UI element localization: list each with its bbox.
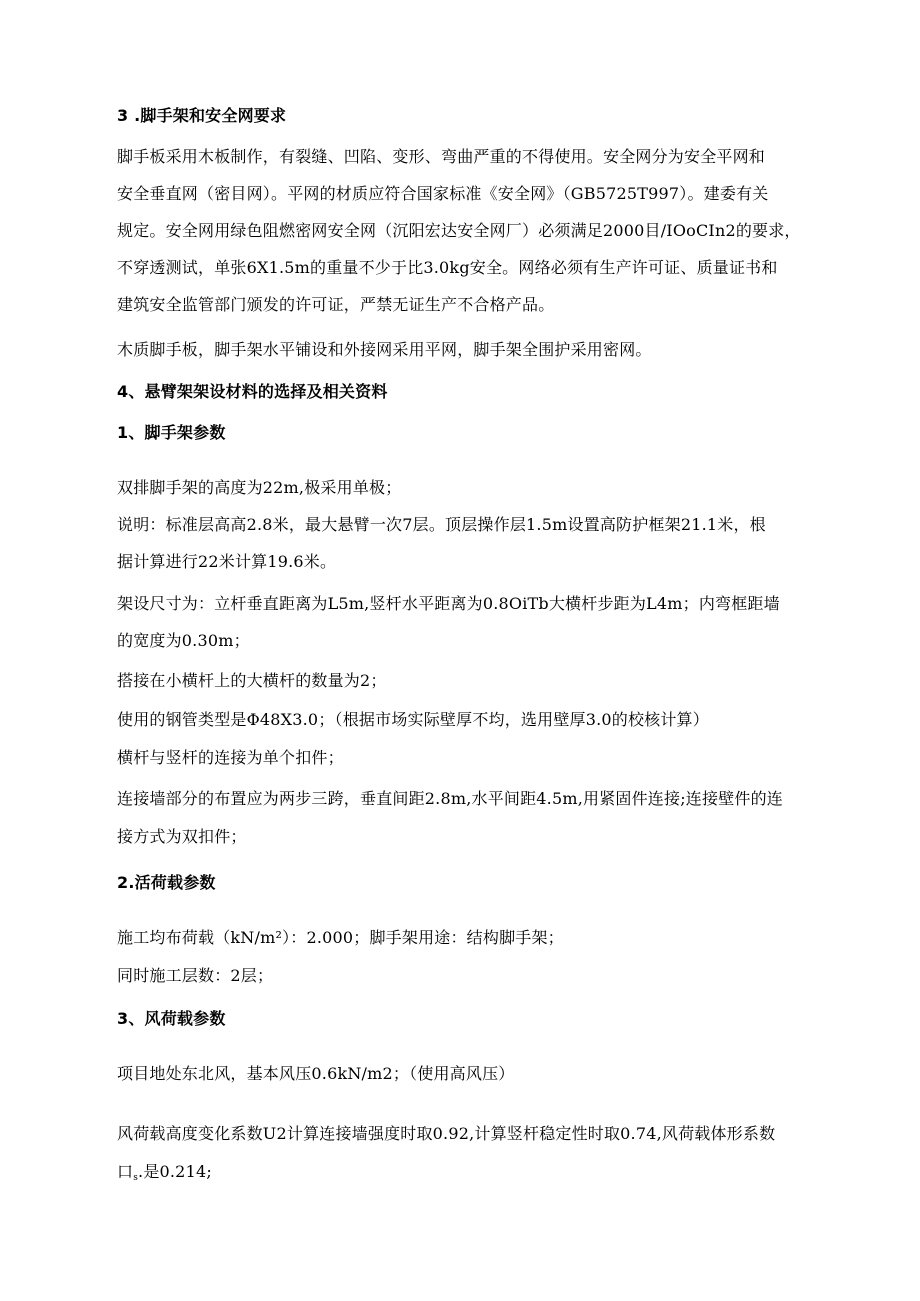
paragraph-line: 连接墙部分的布置应为两步三跨，垂直间距2.8m,水平间距4.5m,用紧固件连接;连接壁件的连	[117, 789, 783, 808]
paragraph-line: 据计算进行22米计算19.6米。	[117, 552, 337, 571]
subsection-heading-live-load-params: 2.活荷载参数	[117, 873, 216, 892]
paragraph-line: 说明：标准层高高2.8米，最大悬臂一次7层。顶层操作层1.5m设置高防护框架21.1米，根	[117, 515, 766, 534]
paragraph-line: 脚手板采用木板制作，有裂缝、凹陷、变形、弯曲严重的不得使用。安全网分为安全平网和	[117, 147, 766, 166]
coefficient-value: .是0.214;	[138, 1162, 212, 1181]
section-heading-cantilever-materials: 4、悬臂架架设材料的选择及相关资料	[117, 382, 388, 401]
section-heading-scaffold-net-requirements: 3 .脚手架和安全网要求	[117, 106, 287, 125]
subsection-heading-wind-load-params: 3、风荷载参数	[117, 1009, 226, 1028]
paragraph-line: 双排脚手架的高度为22m,极采用单极；	[117, 478, 402, 497]
paragraph-line: 同时施工层数：2层；	[117, 966, 274, 985]
paragraph-line: 施工均布荷载（kN∕m²）：2.000；脚手架用途：结构脚手架；	[117, 928, 564, 947]
paragraph-line: 的宽度为0.30m；	[117, 631, 250, 650]
paragraph-line: 使用的钢管类型是Φ48X3.0；（根据市场实际壁厚不均，选用壁厚3.0的校核计算）	[117, 710, 709, 729]
paragraph-line: 安全垂直网（密目网）。平网的材质应符合国家标准《安全网》（GB5725T997）。建委有关	[117, 184, 769, 203]
paragraph-line: 风荷载高度变化系数U2计算连接墙强度时取0.92,计算竖杆稳定性时取0.74,风荷载体形系数	[117, 1124, 776, 1143]
paragraph-line: 不穿透测试，单张6X1.5m的重量不少于比3.0kg安全。网络必须有生产许可证、质量证书和	[117, 258, 778, 277]
paragraph-line: 横杆与竖杆的连接为单个扣件；	[117, 748, 344, 767]
coefficient-symbol: 口	[117, 1162, 134, 1181]
paragraph-line: 架设尺寸为：立杆垂直距离为L5m,竖杆水平距离为0.8OiTb大横杆步距为L4m；内弯框距墙	[117, 594, 780, 613]
paragraph-line-shape-coefficient	[117, 1161, 212, 1189]
paragraph-line: 接方式为双扣件；	[117, 827, 247, 846]
paragraph-line: 木质脚手板，脚手架水平铺设和外接网采用平网，脚手架全围护采用密网。	[117, 340, 652, 359]
coefficient-subscript: s	[133, 1173, 139, 1183]
subsection-heading-scaffold-params: 1、脚手架参数	[117, 423, 226, 442]
paragraph-line: 项目地处东北风，基本风压0.6kN∕m2；（使用高风压）	[117, 1064, 515, 1083]
paragraph-line: 建筑安全监管部门颁发的许可证，严禁无证生产不合格产品。	[117, 295, 555, 314]
paragraph-line: 搭接在小横杆上的大横杆的数量为2；	[117, 671, 387, 690]
paragraph-line: 规定。安全网用绿色阻燃密网安全网（沉阳宏达安全网厂）必须满足2000目/IOoCIn2的要求，	[117, 221, 801, 240]
